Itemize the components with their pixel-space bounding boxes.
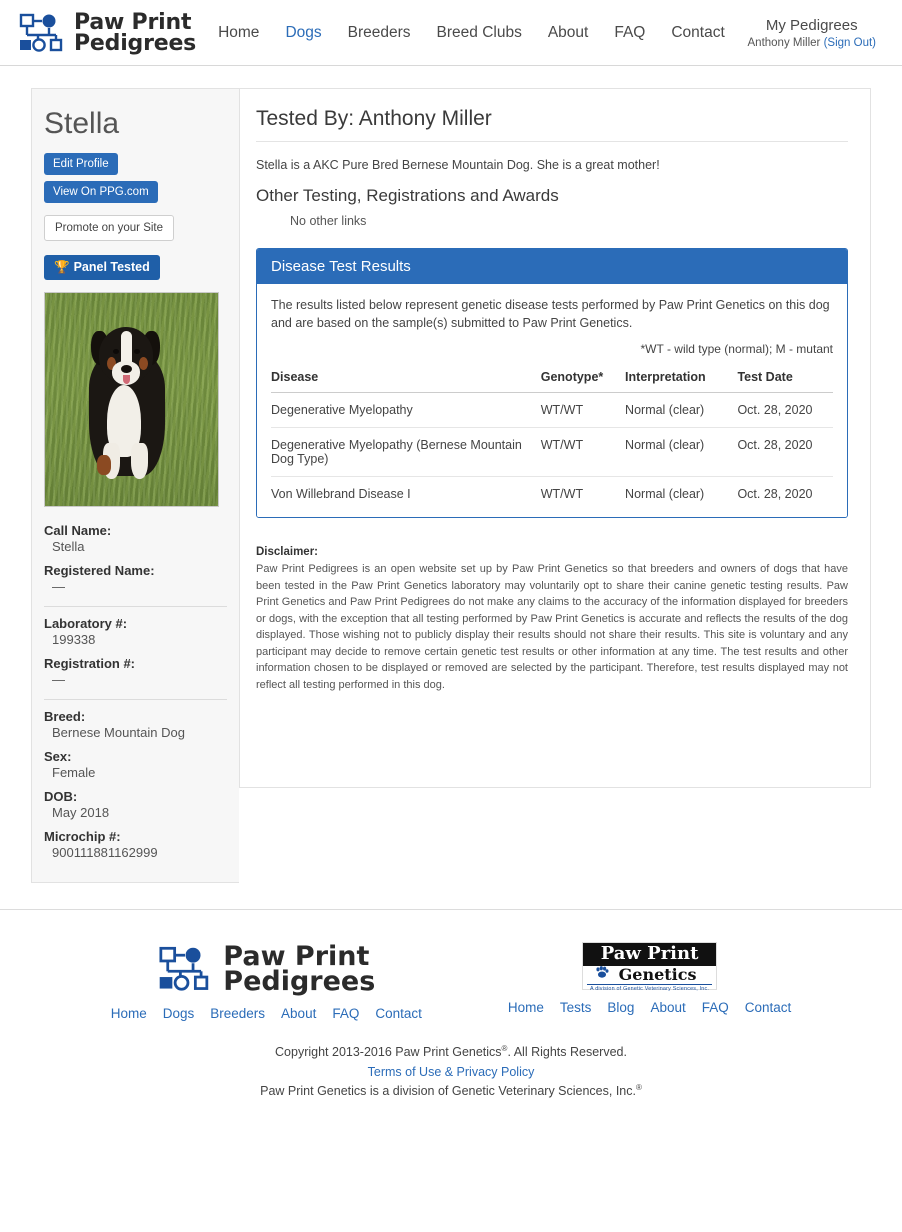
cell-genotype: WT/WT: [541, 393, 625, 428]
table-row: [271, 428, 833, 477]
nav-item-dogs[interactable]: Dogs: [285, 23, 322, 41]
field-value: —: [52, 579, 65, 594]
footer-link-home[interactable]: Home: [110, 1006, 147, 1021]
paw-icon: [595, 966, 609, 978]
cell-disease: Degenerative Myelopathy (Bernese Mountain Dog Type): [271, 428, 541, 477]
user-name: Anthony Miller: [747, 36, 821, 49]
dog-illustration-nose: [121, 365, 132, 373]
field-label: Microchip #:: [44, 829, 121, 844]
disclaimer-body: Paw Print Pedigrees is an open website set up by Paw Print Genetics so that breeders and owners of dogs that have been tested in the Paw Print Genetics laboratory may voluntarily opt to share their canine genetic testing results. Paw Print Genetics and Paw Print Pedigrees do not make any claims to the accuracy of the information displayed for breeders or dogs, with the exception that all testing performed by Paw Print Genetics is accurate and reflects the results of the dog displayed. Those wishing not to publicly display their results should not share their results. This site is voluntary and any participant may decide to remove certain genetic test results or other information at any time. The test results and other information chosen to be displayed or removed are selected by the participant. Therefore, test results displayed may not reflect all testing performed in this dog.: [256, 563, 848, 691]
divider: [44, 606, 227, 607]
status-badge: [44, 255, 160, 280]
paw-print-pedigrees-logo-icon: [157, 946, 213, 992]
site-header: [0, 0, 902, 66]
footer-genetics-column: [508, 936, 791, 1021]
dog-illustration-paw: [97, 455, 111, 475]
brand-line-1: Paw Print: [74, 9, 192, 35]
footer-link-dogs[interactable]: Dogs: [162, 1006, 195, 1021]
registered-mark: ®: [501, 1044, 508, 1053]
field-label: Sex:: [44, 749, 72, 764]
registered-mark: ®: [635, 1082, 642, 1092]
user-account-area: [748, 17, 885, 49]
site-footer: [0, 909, 902, 1131]
nav-item-contact[interactable]: Contact: [671, 23, 725, 41]
my-pedigrees-link[interactable]: My Pedigrees: [765, 16, 858, 34]
genotype-legend: *WT - wild type (normal); M - mutant: [640, 342, 833, 357]
footer-genetics-link-blog[interactable]: Blog: [607, 1000, 635, 1015]
nav-item-home[interactable]: Home: [218, 23, 260, 41]
field-breed: [44, 709, 227, 740]
results-table: [271, 364, 833, 511]
footer-brand-line-1: Paw Print: [223, 941, 370, 972]
footer-brand-line-2: Pedigrees: [223, 966, 376, 997]
footer-genetics-link-contact[interactable]: Contact: [744, 1000, 792, 1015]
column-header-genotype: Genotype*: [541, 364, 625, 393]
dog-description: Stella is a AKC Pure Bred Bernese Mountain Dog. She is a great mother!: [256, 158, 660, 172]
footer-genetics-link-tests[interactable]: Tests: [559, 1000, 592, 1015]
tested-by-heading: Tested By: Anthony Miller: [256, 107, 492, 130]
column-header-interpretation: Interpretation: [625, 364, 737, 393]
genetics-logo-line-1: Paw Print: [583, 943, 716, 966]
brand-logo[interactable]: [18, 9, 197, 56]
panel-tested-label: Panel Tested: [73, 260, 150, 274]
field-value: Bernese Mountain Dog: [52, 725, 185, 740]
page-title: Stella: [44, 107, 120, 140]
nav-item-faq[interactable]: FAQ: [614, 23, 646, 41]
copyright-line: [0, 1043, 902, 1063]
cell-test-date: Oct. 28, 2020: [737, 487, 813, 502]
field-sex: [44, 749, 227, 780]
dog-photo: [44, 292, 219, 507]
cell-interpretation: Normal (clear): [625, 428, 737, 477]
cell-test-date: Oct. 28, 2020: [737, 393, 833, 428]
footer-link-contact[interactable]: Contact: [375, 1006, 422, 1021]
field-microchip: [44, 829, 227, 860]
field-call-name: [44, 523, 227, 554]
table-row: [271, 477, 833, 512]
footer-genetics-links: [508, 1000, 791, 1015]
user-status: [748, 37, 877, 49]
cell-disease: Von Willebrand Disease I: [271, 487, 411, 502]
content-wrapper: [31, 88, 871, 909]
sign-out-link[interactable]: (Sign Out): [823, 36, 876, 49]
division-text: Paw Print Genetics is a division of Genetic Veterinary Sciences, Inc.: [260, 1084, 636, 1099]
no-other-links-text: No other links: [290, 214, 367, 228]
page-body: [0, 66, 902, 909]
field-label: DOB:: [44, 789, 78, 804]
promote-on-your-site-button[interactable]: Promote on your Site: [44, 215, 174, 241]
cell-interpretation: Normal (clear): [625, 487, 705, 502]
disease-test-results-card: [256, 248, 848, 518]
dog-illustration-leg-right: [131, 443, 148, 479]
dog-detail-panel: [239, 88, 871, 788]
field-label: Call Name:: [44, 523, 112, 538]
field-label: Breed:: [44, 709, 86, 724]
terms-line: [0, 1063, 902, 1082]
nav-item-about[interactable]: About: [547, 23, 589, 41]
disclaimer-title: Disclaimer:: [256, 546, 319, 559]
footer-brand-logo[interactable]: [111, 936, 422, 1002]
field-label: Registered Name:: [44, 563, 155, 578]
disease-test-results-body: [257, 284, 847, 517]
cell-interpretation: Normal (clear): [625, 393, 737, 428]
genetics-logo-line-2: Genetics: [618, 965, 697, 984]
field-registered-name: [44, 563, 227, 594]
dog-illustration-eye-left: [113, 349, 119, 354]
cell-genotype: WT/WT: [540, 487, 584, 502]
footer-brand-wordmark: [223, 941, 376, 997]
results-note: The results listed below represent genetic disease tests performed by Paw Print Genetics on this dog and are based on the sample(s) submitted to Paw Print Genetics.: [271, 298, 830, 331]
table-header-row: [271, 364, 833, 393]
column-header-disease: Disease: [271, 364, 541, 393]
cell-genotype: WT/WT: [541, 428, 625, 477]
column-header-test-date: Test Date: [737, 364, 833, 393]
field-label: Registration #:: [44, 656, 136, 671]
paw-print-genetics-logo[interactable]: [582, 942, 717, 990]
footer-genetics-link-home[interactable]: Home: [507, 1000, 544, 1015]
copyright-text: Copyright 2013-2016 Paw Print Genetics: [275, 1045, 502, 1060]
nav-item-breeders[interactable]: Breeders: [347, 23, 411, 41]
edit-profile-button[interactable]: Edit Profile: [44, 153, 118, 175]
brand-wordmark: [74, 9, 197, 56]
terms-of-use-link[interactable]: Terms of Use & Privacy Policy: [367, 1064, 535, 1079]
footer-link-faq[interactable]: FAQ: [332, 1006, 360, 1021]
footer-genetics-link-faq[interactable]: FAQ: [701, 1000, 729, 1015]
field-registration-number: [44, 656, 227, 687]
table-row: [271, 393, 833, 428]
field-value: May 2018: [52, 805, 110, 820]
view-on-ppg-button[interactable]: View On PPG.com: [44, 181, 158, 203]
paw-print-pedigrees-logo-icon: [18, 13, 66, 53]
divider: [256, 141, 848, 142]
footer-link-breeders[interactable]: Breeders: [210, 1006, 266, 1021]
field-value: Stella: [52, 539, 85, 554]
cell-test-date: Oct. 28, 2020: [737, 428, 833, 477]
dog-illustration-eye-right: [134, 349, 140, 354]
division-line: [0, 1082, 902, 1102]
trophy-icon: 🏆: [54, 260, 70, 274]
footer-pedigrees-links: [111, 1006, 422, 1021]
dog-illustration-tan-right: [139, 357, 148, 370]
brand-line-2: Pedigrees: [74, 30, 197, 56]
copyright-block: [0, 1043, 902, 1101]
footer-link-about[interactable]: About: [281, 1006, 317, 1021]
divider: [44, 699, 227, 700]
main-navigation: [218, 24, 725, 42]
field-value: —: [52, 672, 65, 687]
disclaimer-section: [256, 546, 848, 693]
footer-genetics-link-about[interactable]: About: [650, 1000, 686, 1015]
field-label: Laboratory #:: [44, 616, 128, 631]
field-value: 900111881162999: [52, 845, 158, 860]
dog-illustration-tongue: [123, 375, 130, 384]
copyright-text-end: . All Rights Reserved.: [507, 1045, 627, 1060]
field-value: Female: [52, 765, 96, 780]
field-laboratory-number: [44, 616, 227, 647]
nav-item-breed-clubs[interactable]: Breed Clubs: [436, 23, 522, 41]
footer-pedigrees-column: [111, 936, 422, 1021]
footer-columns: [0, 936, 902, 1021]
dog-profile-sidebar: [31, 88, 239, 883]
cell-disease: Degenerative Myelopathy: [271, 393, 541, 428]
genetics-logo-subtitle: A division of Genetic Veterinary Sciences, Inc.: [587, 984, 712, 992]
disease-test-results-title: Disease Test Results: [257, 249, 847, 284]
field-dob: [44, 789, 227, 820]
other-testing-heading: Other Testing, Registrations and Awards: [256, 186, 559, 205]
field-value: 199338: [52, 632, 96, 647]
